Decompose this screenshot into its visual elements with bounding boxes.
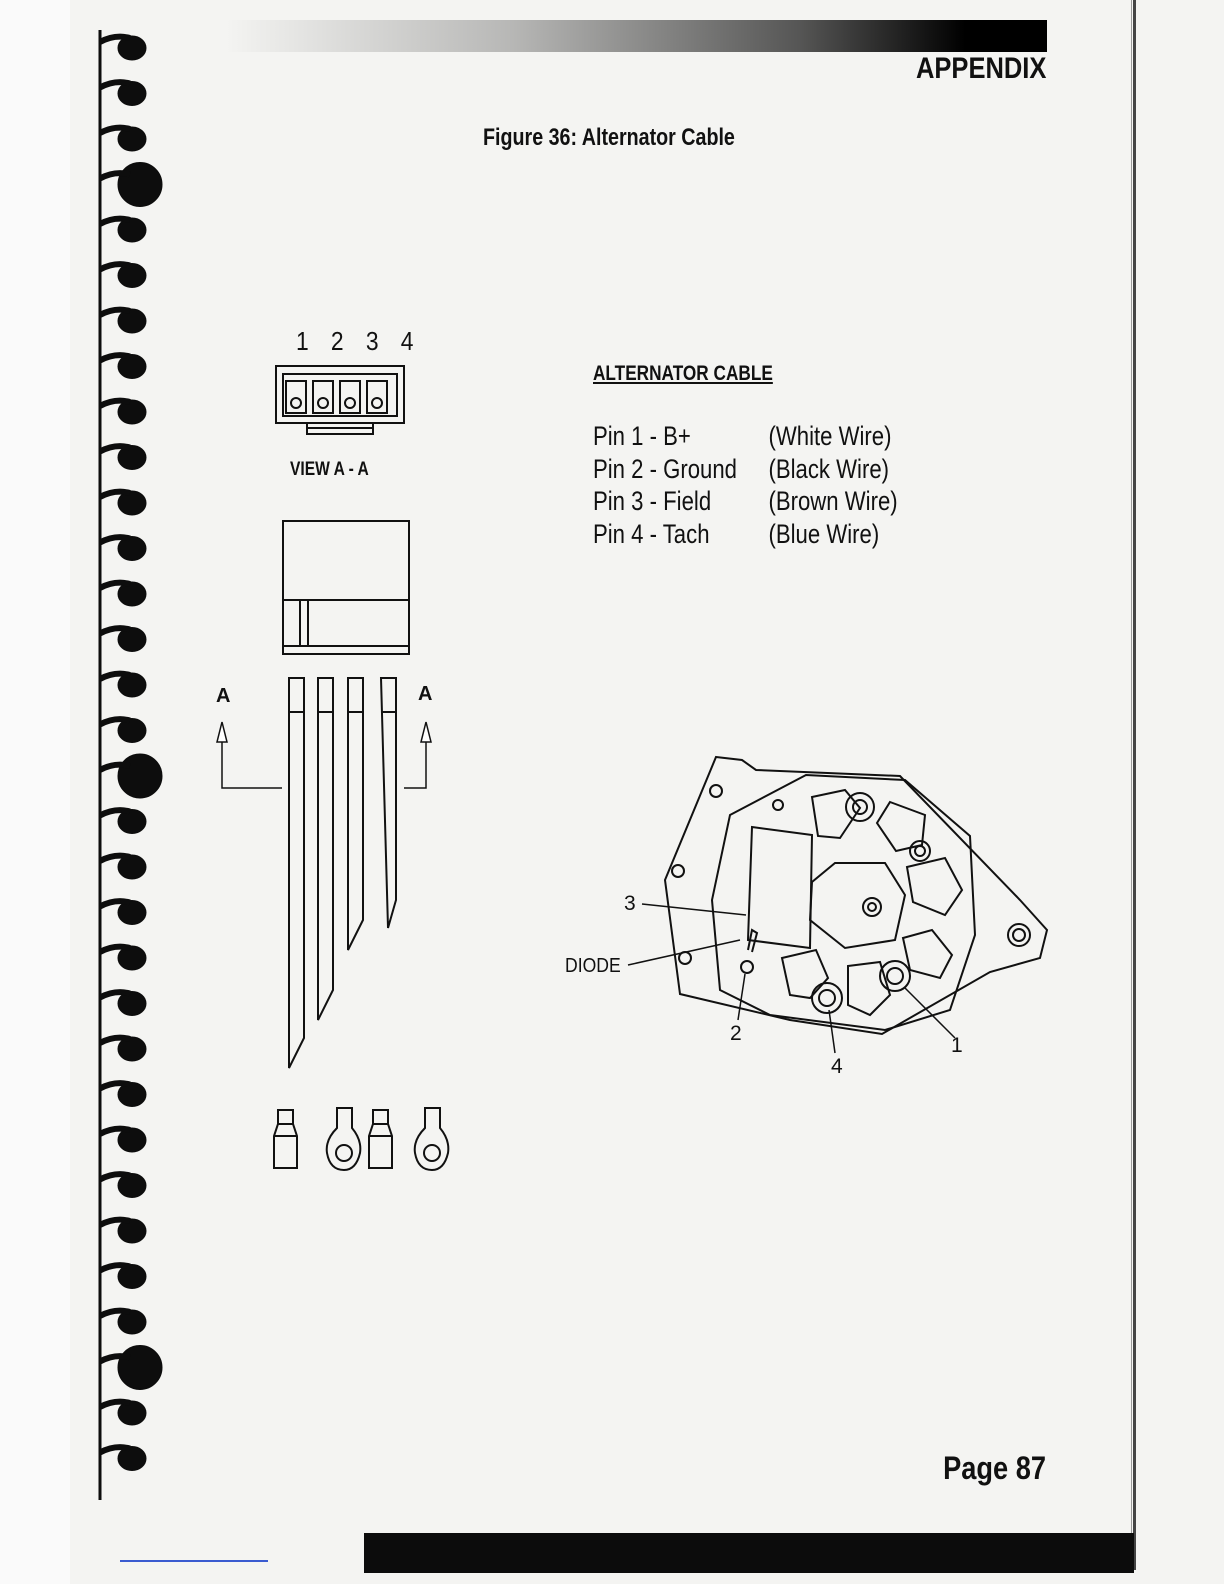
wire-color: (Brown Wire) bbox=[768, 486, 898, 516]
section-marker-left: A bbox=[216, 685, 231, 707]
wire-color: (Black Wire) bbox=[768, 453, 890, 484]
callout-diode: DIODE bbox=[564, 953, 621, 977]
section-arrows bbox=[217, 722, 431, 788]
pin-label: Pin 4 - Tach bbox=[593, 518, 710, 549]
wire-terminals bbox=[274, 1108, 448, 1170]
wire-color: (White Wire) bbox=[768, 421, 892, 451]
view-label: VIEW A - A bbox=[290, 459, 369, 480]
callout-1: 1 bbox=[951, 1034, 963, 1057]
cable-pin-table bbox=[593, 420, 898, 550]
callout-2: 2 bbox=[730, 1022, 742, 1045]
section-label: APPENDIX bbox=[915, 52, 1046, 85]
wire-color: (Blue Wire) bbox=[768, 518, 880, 549]
spiral-binding bbox=[100, 30, 162, 1500]
callout-4: 4 bbox=[831, 1055, 843, 1078]
binding-coil bbox=[118, 1346, 162, 1390]
spade-terminal bbox=[369, 1110, 392, 1168]
connector-pin-numbers: 1 2 3 4 bbox=[296, 326, 422, 356]
cable-table-heading: ALTERNATOR CABLE bbox=[593, 362, 773, 385]
binding-coil bbox=[118, 754, 162, 798]
callout-3: 3 bbox=[624, 892, 636, 915]
pin-label: Pin 3 - Field bbox=[593, 486, 712, 516]
page-number: Page 87 bbox=[943, 1450, 1046, 1486]
section-marker-right: A bbox=[418, 683, 433, 705]
pin-label: Pin 2 - Ground bbox=[593, 453, 737, 484]
footer-band bbox=[364, 1533, 1134, 1573]
connector-side-view bbox=[283, 521, 409, 654]
connector-end-view bbox=[276, 366, 404, 434]
binding-coil bbox=[118, 163, 162, 207]
cable-wires bbox=[289, 678, 396, 1068]
spade-terminal bbox=[274, 1110, 297, 1168]
pin-row bbox=[593, 420, 898, 453]
pin-row bbox=[593, 518, 898, 551]
figure-title: Figure 36: Alternator Cable bbox=[483, 124, 735, 151]
pin-row bbox=[593, 485, 898, 518]
alternator-rear-view bbox=[665, 757, 1047, 1034]
pin-row bbox=[593, 453, 898, 486]
footer-line bbox=[120, 1560, 268, 1562]
pin-label: Pin 1 - B+ bbox=[593, 421, 691, 451]
